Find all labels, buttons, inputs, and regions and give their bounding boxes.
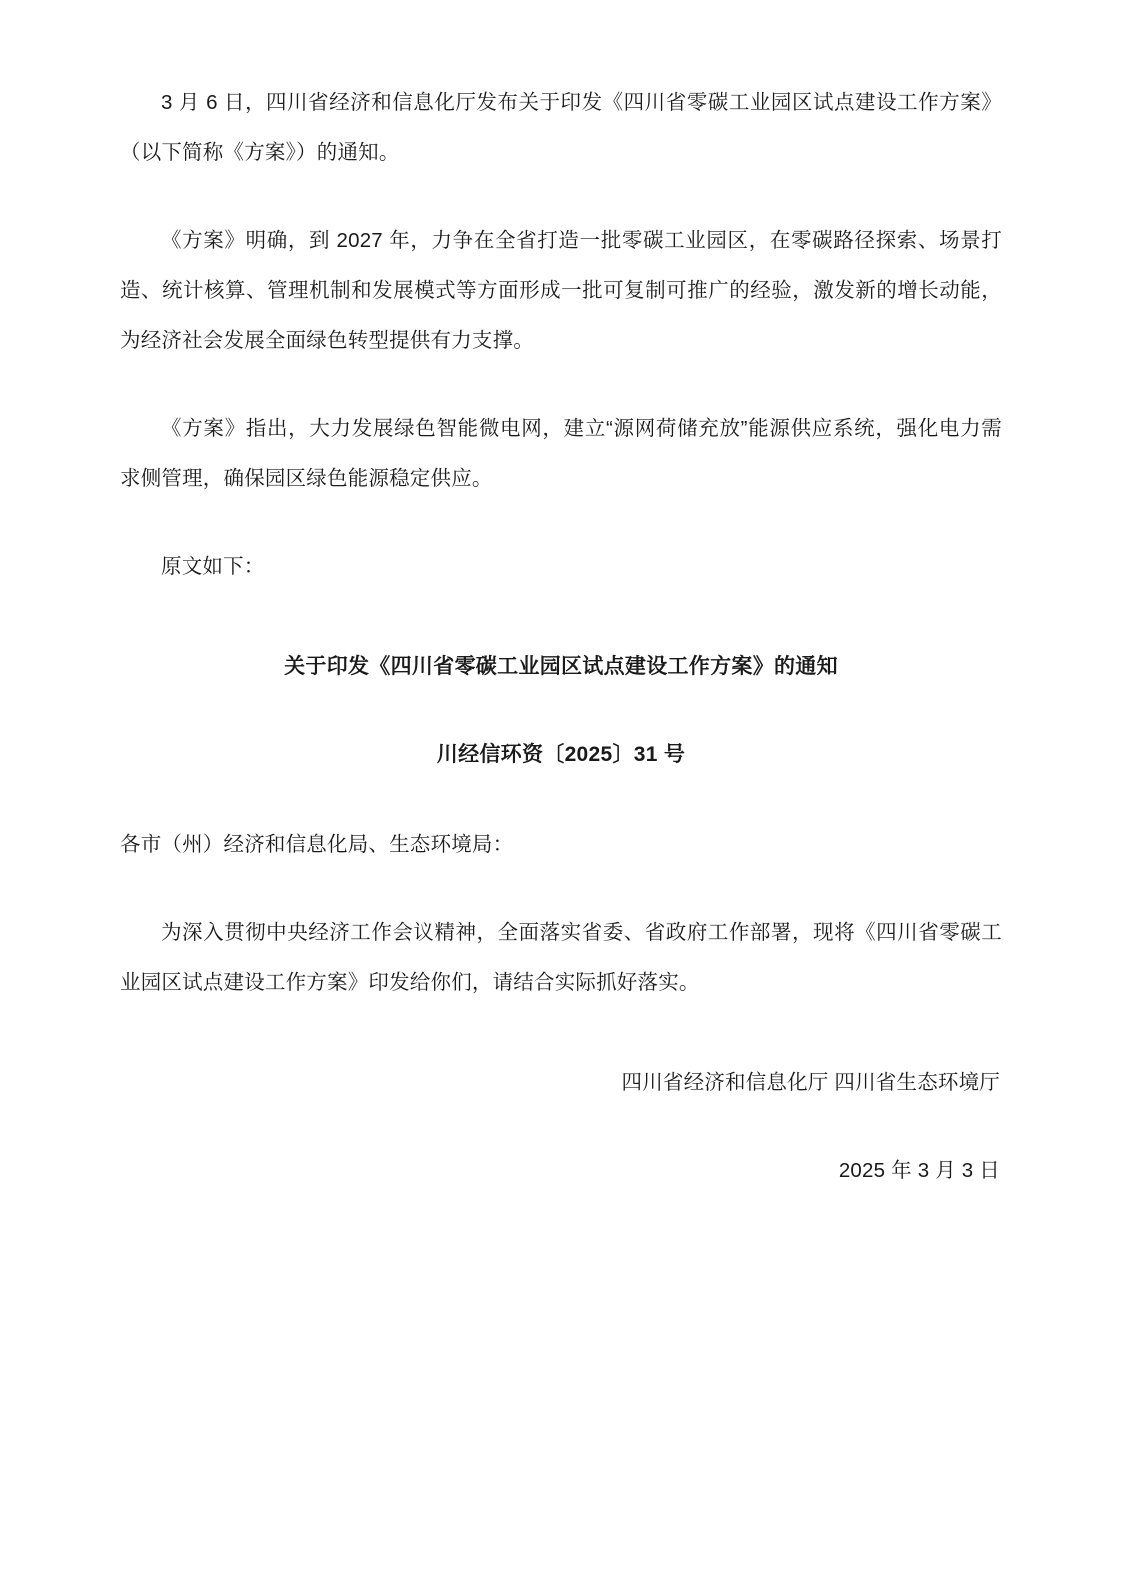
addressee-spacer xyxy=(120,778,1002,820)
notice-body-paragraph: 为深入贯彻中央经济工作会议精神，全面落实省委、省政府工作部署，现将《四川省零碳工业园区试点建设工作方案》印发给你们，请结合实际抓好落实。 xyxy=(120,921,1002,994)
original-text-label: 原文如下： xyxy=(161,555,265,578)
intro-paragraph-1: 3 月 6 日，四川省经济和信息化厅发布关于印发《四川省零碳工业园区试点建设工作方案》（以下简称《方案》）的通知。 xyxy=(120,91,1002,164)
paragraph-spacer xyxy=(120,526,1002,542)
date-spacer xyxy=(120,1106,1002,1148)
notice-title: 关于印发《四川省零碳工业园区试点建设工作方案》的通知 xyxy=(284,655,838,678)
document-number: 川经信环资〔2025〕31 号 xyxy=(436,743,686,766)
signature-spacer xyxy=(120,1030,1002,1060)
document-content xyxy=(120,78,1002,1194)
issue-date: 2025 年 3 月 3 日 xyxy=(838,1159,1000,1182)
paragraph-spacer xyxy=(120,388,1002,404)
addressee-line: 各市（州）经济和信息化局、生态环境局： xyxy=(120,833,514,856)
paragraph-spacer xyxy=(120,200,1002,216)
intro-paragraph-3: 《方案》指出，大力发展绿色智能微电网，建立“源网荷储充放”能源供应系统，强化电力需求侧管理，确保园区绿色能源稳定供应。 xyxy=(120,417,1002,490)
body-spacer xyxy=(120,892,1002,908)
title-spacer xyxy=(120,614,1002,644)
issuing-agencies: 四川省经济和信息化厅 四川省生态环境厅 xyxy=(621,1071,1000,1094)
doc-number-spacer xyxy=(120,690,1002,732)
intro-paragraph-2: 《方案》明确，到 2027 年，力争在全省打造一批零碳工业园区，在零碳路径探索、场景打造、统计核算、管理机制和发展模式等方面形成一批可复制可推广的经验，激发新的增长动能，为经济社会发展全面绿色转型提供有力支撑。 xyxy=(120,229,1002,352)
